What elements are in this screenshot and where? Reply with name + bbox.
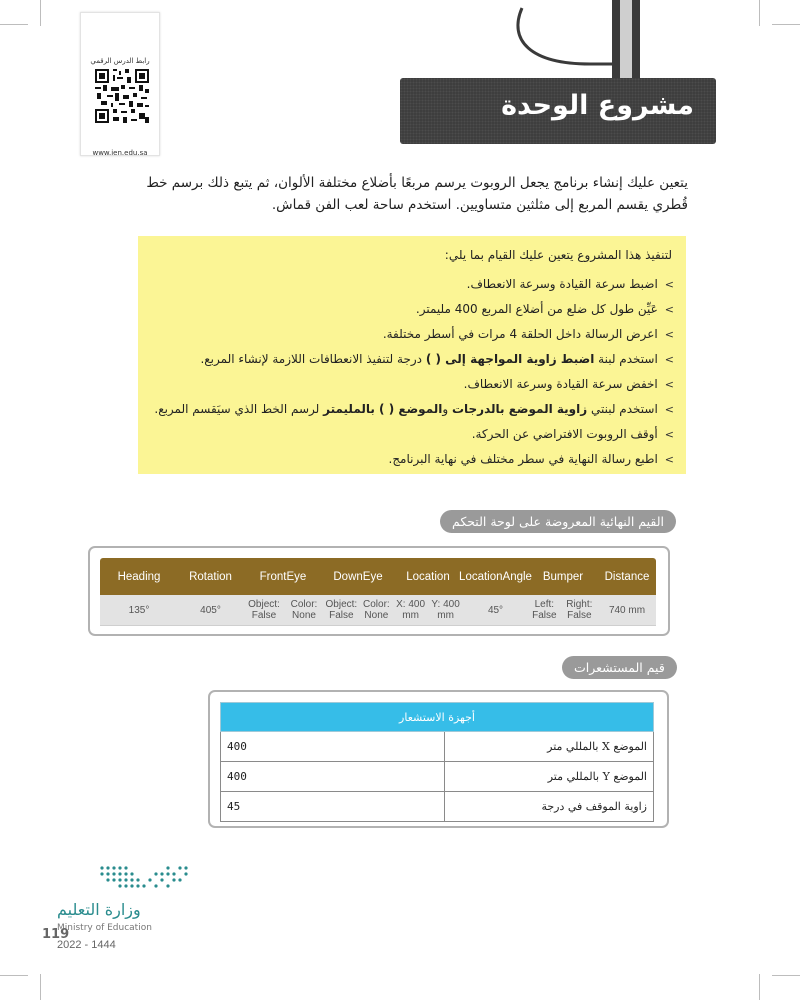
edition-year: 2022 - 1444 — [57, 939, 116, 951]
page-number: 119 — [42, 927, 70, 942]
crop-mark — [772, 24, 800, 25]
list-item — [144, 397, 674, 422]
robot-cable-icon — [500, 0, 680, 82]
list-item — [144, 347, 674, 372]
chevron-left-icon: > — [664, 278, 674, 291]
dashboard-header-cell: Rotation — [189, 570, 232, 583]
crop-mark — [40, 0, 41, 26]
sensor-label: الموضع X بالمللي متر — [445, 732, 654, 762]
chevron-left-icon: > — [664, 303, 674, 316]
sensor-value: 45 — [221, 792, 445, 822]
chevron-left-icon: > — [664, 453, 674, 466]
sensor-value: 400 — [221, 732, 445, 762]
task-box — [138, 236, 686, 474]
sensor-value: 400 — [221, 762, 445, 792]
dashboard-section-label: القيم النهائية المعروضة على لوحة التحكم — [440, 510, 676, 533]
crop-mark — [0, 24, 28, 25]
chevron-left-icon: > — [664, 353, 674, 366]
dashboard-header-cell: Distance — [604, 570, 650, 583]
list-item — [144, 272, 674, 297]
dashboard-value-row — [100, 595, 656, 626]
dashboard-table — [100, 558, 656, 626]
sensors-panel — [208, 690, 669, 828]
table-header-row — [221, 703, 654, 732]
task-block-name: زاوية الموضع بالدرجات — [451, 402, 588, 416]
sensors-table-header: أجهزة الاستشعار — [221, 703, 654, 732]
table-row — [221, 762, 654, 792]
table-row — [221, 732, 654, 762]
list-item — [144, 372, 674, 397]
qr-code-icon[interactable] — [95, 69, 149, 123]
crop-mark — [759, 0, 760, 26]
task-text: اعرض الرسالة داخل الحلقة 4 مرات في أسطر مختلفة. — [382, 327, 658, 341]
task-text: عَيِّن طول كل ضلع من أضلاع المربع 400 مليمتر. — [415, 302, 658, 316]
task-text: و — [442, 402, 452, 416]
dashboard-header-cell: Heading — [117, 570, 161, 583]
dashboard-value-cell: Object: False Color: None — [248, 599, 318, 621]
qr-label: رابط الدرس الرقمي — [90, 57, 150, 65]
unit-project-banner — [400, 78, 716, 144]
page-title: مشروع الوحدة — [501, 90, 694, 121]
list-item — [144, 422, 674, 447]
task-text: استخدم لبنتي — [587, 402, 658, 416]
sensor-label: الموضع Y بالمللي متر — [445, 762, 654, 792]
task-text: أوقف الروبوت الافتراضي عن الحركة. — [471, 427, 658, 441]
ministry-logo-icon — [96, 862, 196, 896]
task-text: اطبع رسالة النهاية في سطر مختلف في نهاية البرنامج. — [388, 452, 658, 466]
sensors-section-label: قيم المستشعرات — [562, 656, 677, 679]
dashboard-value-cell: Object: False Color: None — [325, 599, 390, 621]
crop-mark — [772, 975, 800, 976]
dashboard-header-row — [100, 558, 656, 595]
task-list — [144, 272, 674, 472]
qr-card[interactable] — [80, 12, 160, 156]
list-item — [144, 297, 674, 322]
list-item — [144, 322, 674, 347]
dashboard-value-cell: 740 mm — [608, 604, 646, 616]
crop-mark — [40, 974, 41, 1000]
crop-mark — [0, 975, 28, 976]
task-heading: لتنفيذ هذا المشروع يتعين عليك القيام بما يلي: — [444, 248, 672, 262]
dashboard-value-cell: 135° — [128, 604, 150, 616]
dashboard-value-cell: 405° — [200, 604, 221, 616]
task-text: اضبط سرعة القيادة وسرعة الانعطاف. — [466, 277, 658, 291]
dashboard-value-cell: 45° — [487, 604, 504, 616]
sensor-label: زاوية الموقف في درجة — [445, 792, 654, 822]
task-text: اخفض سرعة القيادة وسرعة الانعطاف. — [463, 377, 658, 391]
task-text: لرسم الخط الذي سيَقسم المربع. — [154, 402, 324, 416]
ministry-name-arabic: وزارة التعليم — [57, 900, 141, 919]
chevron-left-icon: > — [664, 428, 674, 441]
ministry-name-english: Ministry of Education — [57, 923, 152, 933]
chevron-left-icon: > — [664, 328, 674, 341]
task-block-name: اضبط زاوية المواجهة إلى ( ) — [425, 352, 595, 366]
dashboard-header-cell: Bumper — [542, 570, 584, 583]
dashboard-value-cell: X: 400 mm Y: 400 mm — [396, 599, 460, 621]
dashboard-value-cell: Left: False Right: False — [532, 599, 593, 621]
chevron-left-icon: > — [664, 403, 674, 416]
dashboard-header-cell: Down Eye — [333, 570, 383, 583]
dashboard-header-cell: Location Angle — [459, 570, 532, 583]
chevron-left-icon: > — [664, 378, 674, 391]
intro-paragraph: يتعين عليك إنشاء برنامج يجعل الروبوت يرسم مربعًا بأضلاع مختلفة الألوان، ثم يتبع ذلك برسم خط قُطري يقسم المربع إلى مثلثين متساويين. استخدم ساحة لعب الفن قماش. — [146, 175, 688, 213]
sensors-table — [220, 702, 654, 822]
task-block-name: الموضع ( ) بالمليمتر — [323, 402, 443, 416]
task-text: استخدم لبنة — [594, 352, 658, 366]
crop-mark — [759, 974, 760, 1000]
dashboard-header-cell: Location — [406, 570, 450, 583]
task-text: درجة لتنفيذ الانعطافات اللازمة لإنشاء المربع. — [200, 352, 426, 366]
table-row — [221, 792, 654, 822]
qr-url[interactable]: www.ien.edu.sa — [92, 149, 148, 157]
dashboard-header-cell: Front Eye — [259, 570, 307, 583]
dashboard-panel — [88, 546, 670, 636]
list-item — [144, 447, 674, 472]
